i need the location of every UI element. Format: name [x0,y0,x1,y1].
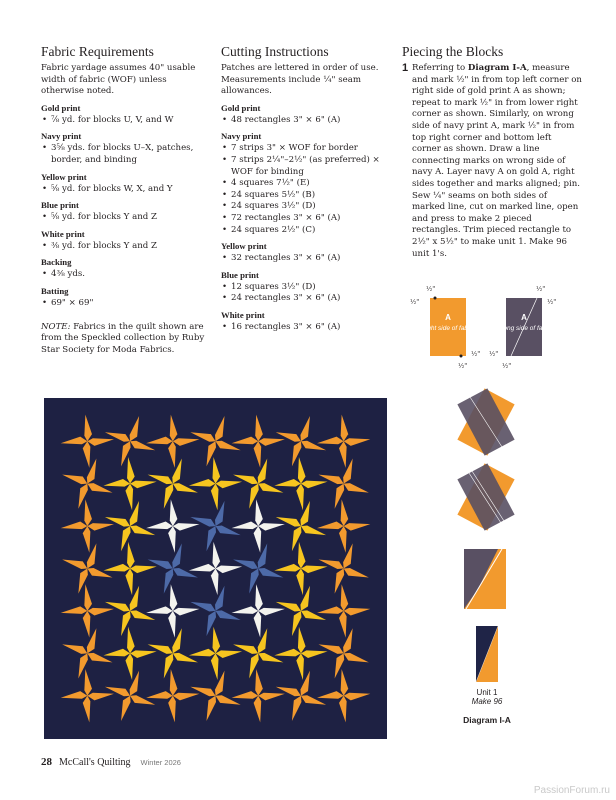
navy-letter: A [521,313,527,322]
page-number: 28 [41,756,52,768]
gold-side-label: Right side of fabric [421,325,475,332]
fabric-group-heading: Backing [41,257,72,268]
piecing-section [402,44,582,260]
fabric-group-heading: Batting [41,285,69,296]
quilt-photo [44,398,387,739]
fabric-requirements-section [41,44,211,356]
cutting-group-list [221,322,391,334]
fabric-group-list [41,143,211,166]
fabric-groups [41,103,211,310]
gold-letter: A [445,313,451,322]
fabric-intro: Fabric yardage assumes 40" usable width of fabric (WOF) unless otherwise noted. [41,63,196,97]
cutting-list-item: • 48 rectangles 3" × 6" (A) [221,115,391,127]
step-post: , measure and mark ½" in from top left corner on right side of gold print A as shown; repeat to mark ½" in from lower right corner as shown. Similarly, on wrong side of navy print A, mark ½" in from top right corner and bottom left corner as shown. Draw a line connecting marks on wrong side of navy A. Layer navy A on gold A, right sides together and marks aligned; pin. Sew ¼" seams on both sides of marked line, cut on marked line, open and press to make 2 pieced rectangles. Trim pieced rectangle to 2½" x 5½" to make unit 1. Make 96 unit 1's. [412,63,582,259]
fabric-group-heading: White print [41,228,85,239]
cutting-list-item: • 24 squares 5½" (B) [221,190,391,202]
unit-1-block [476,626,498,682]
gold-mark-bottom [460,355,463,358]
meas-navy-bottom: ½" [502,362,512,370]
fabric-list-item: • 4⅜ yds. [41,269,211,281]
piecing-step-1 [402,63,582,260]
fabric-list-item: • ⅝ yd. for blocks Y and Z [41,212,211,224]
cutting-list-item: • 24 squares 2½" (C) [221,225,391,237]
cutting-list-item: • 24 squares 3½" (D) [221,201,391,213]
watermark: PassionForum.ru [533,785,610,796]
fabric-group-list [41,184,211,196]
cutting-instructions-section [221,44,391,334]
step-text [412,63,582,260]
cutting-list-item: • 4 squares 7½" (E) [221,178,391,190]
step-diagram-ref: Diagram I-A [467,63,527,73]
meas-gold-right: ½" [471,350,481,358]
note-label: NOTE: [41,321,71,332]
cutting-group-list [221,282,391,305]
issue-date: Winter 2026 [140,758,181,767]
piecing-title: Piecing the Blocks [402,44,504,59]
fabric-group-heading: Blue print [41,200,79,211]
step-pre: Referring to [412,63,468,73]
fabric-group-list [41,241,211,253]
cutting-group-list [221,143,391,236]
fabric-list-item: • 69" × 69" [41,298,211,310]
cutting-instructions-title: Cutting Instructions [221,44,329,59]
gold-mark-top [434,297,437,300]
cutting-list-item: • 72 rectangles 3" × 6" (A) [221,213,391,225]
fabric-list-item: • ⅜ yd. for blocks Y and Z [41,241,211,253]
step-number: 1 [402,62,409,74]
cutting-list-item: • 12 squares 3½" (D) [221,282,391,294]
cutting-group-heading: Navy print [221,131,262,142]
meas-gold-top: ½" [426,285,436,293]
fabric-group-list [41,298,211,310]
cutting-list-item: • 7 strips 2¼"–2½" (as preferred) × WOF for binding [221,155,391,178]
pieced-rectangle-pressed [464,549,506,609]
fabric-list-item: • ⅝ yd. for blocks W, X, and Y [41,184,211,196]
magazine-name: McCall's Quilting [59,757,131,768]
cutting-list-item: • 24 rectangles 3" × 6" (A) [221,293,391,305]
page-footer [41,752,181,770]
fabric-group-heading: Yellow print [41,171,87,182]
meas-navy-right: ½" [547,298,557,306]
meas-navy-left: ½" [489,350,499,358]
cutting-group-list [221,253,391,265]
fabric-group-list [41,212,211,224]
fabric-requirements-title: Fabric Requirements [41,44,154,59]
cutting-group-heading: White print [221,309,265,320]
fabric-list-item: • ⅞ yd. for blocks U, V, and W [41,115,211,127]
meas-gold-bottom: ½" [458,362,468,370]
fabric-note [41,322,211,357]
diagram-i-a [402,282,582,732]
cutting-list-item: • 7 strips 3" × WOF for border [221,143,391,155]
unit-count: Make 96 [471,697,503,706]
fabric-group-heading: Gold print [41,102,81,113]
navy-side-label: Wrong side of fabric [495,325,553,332]
fabric-list-item: • 3⅝ yds. for blocks U–X, patches, border, and binding [41,143,211,166]
cutting-group-heading: Blue print [221,269,259,280]
cutting-groups [221,103,391,334]
note-text: Fabrics in the quilt shown are from the Speckled collection by Ruby Star Society for Moda Fabrics. [41,321,205,355]
meas-navy-top: ½" [536,285,546,293]
cutting-intro: Patches are lettered in order of use. Measurements include ¼" seam allowances. [221,63,379,97]
fabric-group-heading: Navy print [41,131,82,142]
cutting-list-item: • 32 rectangles 3" × 6" (A) [221,253,391,265]
fabric-group-list [41,115,211,127]
cutting-group-list [221,115,391,127]
cutting-group-heading: Gold print [221,102,261,113]
layered-rectangles-step-b [442,454,530,539]
cutting-group-heading: Yellow print [221,241,267,252]
meas-gold-left: ½" [410,298,420,306]
fabric-group-list [41,269,211,281]
diagram-title: Diagram I-A [463,715,511,725]
cutting-list-item: • 16 rectangles 3" × 6" (A) [221,322,391,334]
unit-label: Unit 1 [476,688,498,697]
